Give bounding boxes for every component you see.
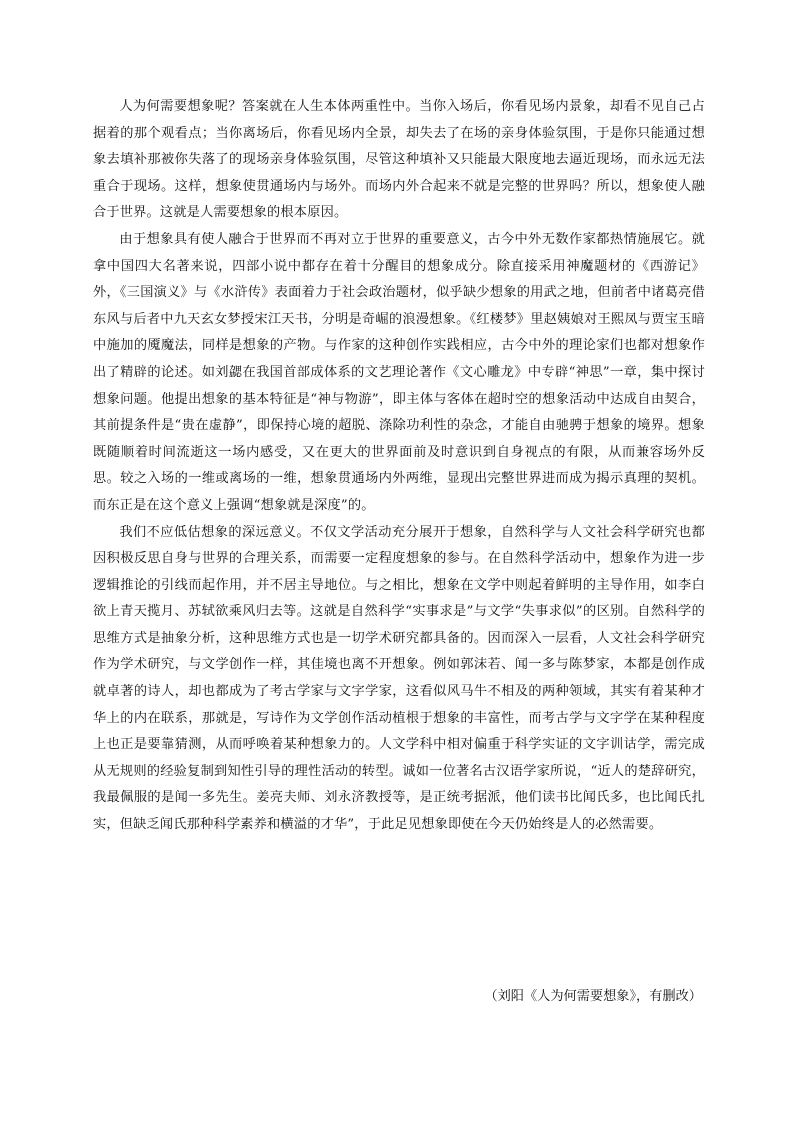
source-citation: （刘阳《人为何需要想象》，有删改） bbox=[484, 989, 702, 1004]
article-body bbox=[93, 94, 705, 839]
paragraph-1: 人为何需要想象呢？答案就在人生本体两重性中。当你入场后，你看见场内景象，却看不见自己占据着的那个观看点；当你离场后，你看见场内全景，却失去了在场的亲身体验氛围，于是你只能通过想象去填补那被你失落了的现场亲身体验氛围，尽管这种填补又只能最大限度地去逼近现场，而永远无法重合于现场。这样，想象使贯通场内与场外。而场内外合起来不就是完整的世界吗？所以，想象使人融合于世界。这就是人需要想象的根本原因。 bbox=[93, 99, 705, 221]
paragraph-3: 我们不应低估想象的深远意义。不仅文学活动充分展开于想象，自然科学与人文社会科学研究也都因积极反思自身与世界的合理关系，而需要一定程度想象的参与。在自然科学活动中，想象作为进一步逻辑推论的引线而起作用，并不居主导地位。与之相比，想象在文学中则起着鲜明的主导作用，如李白欲上青天揽月、苏轼欲乘风归去等。这就是自然科学“实事求是”与文学“失事求似”的区别。自然科学的思维方式是抽象分析，这种思维方式也是一切学术研究都具备的。因而深入一层看，人文社会科学研究作为学术研究，与文学创作一样，其佳境也离不开想象。例如郭沫若、闻一多与陈梦家，本都是创作成就卓著的诗人，却也都成为了考古学家与文字学家，这看似风马牛不相及的两种领域，其实有着某种才华上的内在联系，那就是，写诗作为文学创作活动植根于想象的丰富性，而考古学与文字学在某种程度上也正是要靠猜测，从而呼唤着某种想象力的。人文学科中相对偏重于科学实证的文字训诂学，需完成从无规则的经验复制到知性引导的理性活动的转型。诚如一位著名古汉语学家所说，“近人的楚辞研究，我最佩服的是闻一多先生。姜亮夫师、刘永济教授等，是正统考据派，他们读书比闻氏多，也比闻氏扎实，但缺乏闻氏那种科学素养和横溢的才华”，于此足见想象即使在今天仍始终是人的必然需要。 bbox=[93, 524, 705, 833]
paragraph-2: 由于想象具有使人融合于世界而不再对立于世界的重要意义，古今中外无数作家都热情施展它。就拿中国四大名著来说，四部小说中都存在着十分醒目的想象成分。除直接采用神魔题材的《西游记》外，《三国演义》与《水浒传》表面着力于社会政治题材，似乎缺少想象的用武之地，但前者中诸葛亮借东风与后者中九天玄女梦授宋江天书，分明是奇崛的浪漫想象。《红楼梦》里赵姨娘对王熙凤与贾宝玉暗中施加的魇魔法，同样是想象的产物。与作家的这种创作实践相应，古今中外的理论家们也都对想象作出了精辟的论述。如刘勰在我国首部成体系的文艺理论著作《文心雕龙》中专辟“神思”一章，集中探讨想象问题。他提出想象的基本特征是“神与物游”，即主体与客体在超时空的想象活动中达成自由契合，其前提条件是“贵在虚静”，即保持心境的超脱、涤除功利性的杂念，才能自由驰骋于想象的境界。想象既随顺着时间流逝这一场内感受，又在更大的世界面前及时意识到自身视点的有限，从而兼容场外反思。较之入场的一维或离场的一维，想象贯通场内外两维，显现出完整世界进而成为揭示真理的契机。而东正是在这个意义上强调“想象就是深度”的。 bbox=[93, 231, 705, 513]
